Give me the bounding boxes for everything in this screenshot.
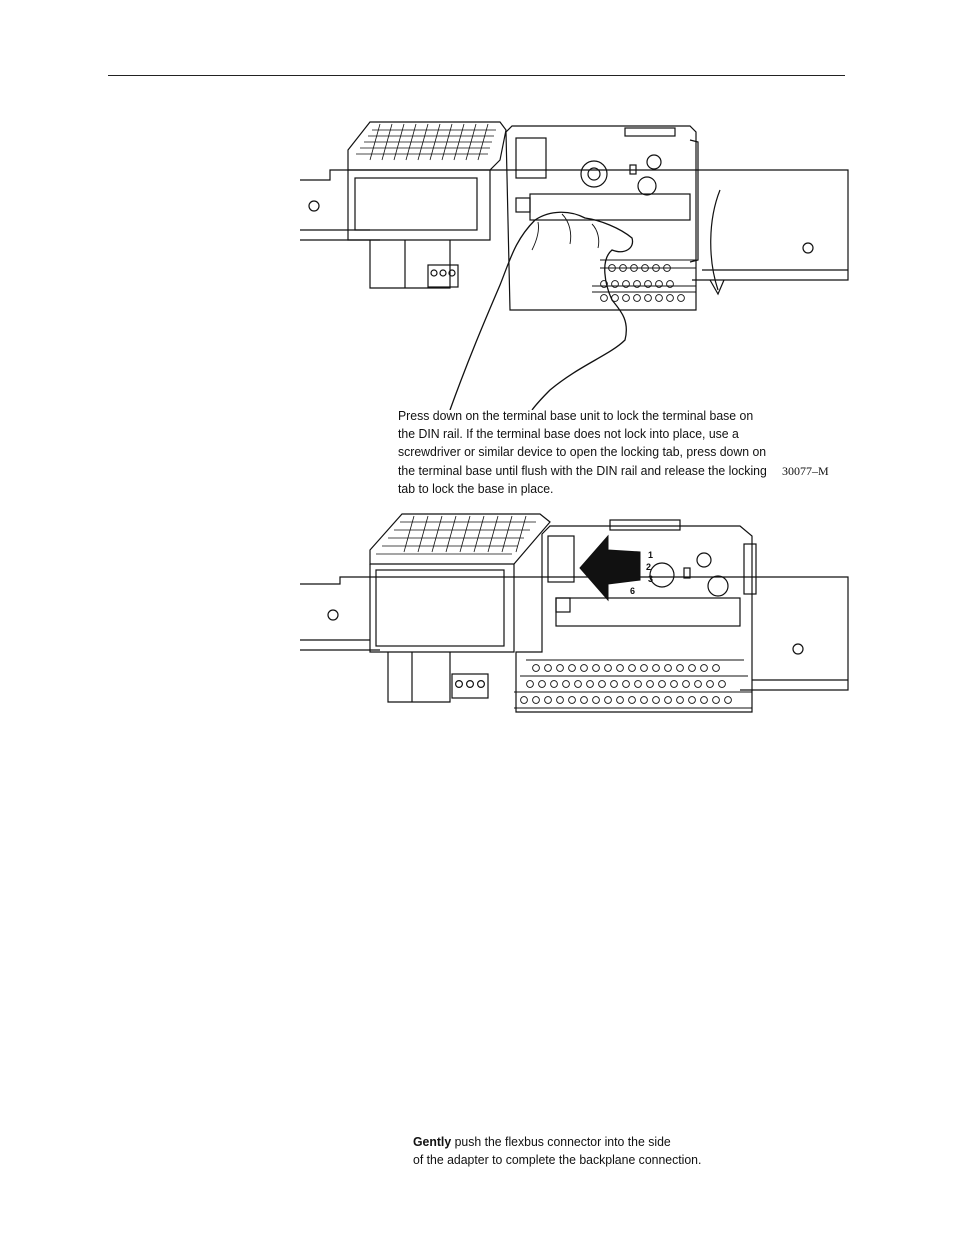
adapter-label-area (376, 570, 504, 646)
din-rail (300, 577, 848, 690)
hand-pressing (450, 212, 633, 410)
caption-line: the terminal base until flush with the DIN rail and release the locking (398, 462, 767, 478)
adapter-top (370, 514, 550, 564)
caption-press-down (398, 407, 767, 498)
press-arrow (711, 190, 720, 290)
keyswitch-dial (581, 161, 607, 187)
dial-label: 1 (648, 550, 654, 560)
flexbus-illustration (300, 512, 860, 732)
flexbus-connector (516, 138, 546, 178)
caption-line (413, 1133, 720, 1151)
flexbus-connector (548, 536, 574, 582)
caption-line: screwdriver or similar device to open the locking tab, press down on (398, 444, 767, 460)
header-rule (108, 75, 845, 76)
dial-label: 3 (648, 574, 654, 584)
caption-line: Press down on the terminal base unit to lock the terminal base on (398, 408, 754, 423)
caption-line: tab to lock the base in place. (398, 480, 554, 496)
figure-flexbus-connect (300, 512, 860, 1168)
rail-hole-right (793, 644, 803, 654)
rail-hole-right (803, 243, 813, 253)
terminal-base-illustration (300, 110, 860, 410)
caption-line: of the adapter to complete the backplane connection. (413, 1152, 702, 1168)
keyswitch-dial (650, 563, 674, 587)
caption-line: the DIN rail. If the terminal base does not lock into place, use a (398, 426, 739, 442)
caption-flexbus (413, 1133, 720, 1169)
figure-press-down (300, 110, 860, 500)
din-rail (300, 170, 848, 280)
caption-text: push the flexbus connector into the side (451, 1134, 671, 1149)
caption-emphasis: Gently (413, 1134, 452, 1149)
rail-hole-left (328, 610, 338, 620)
dial-label: 6 (630, 586, 636, 596)
dial-label: 2 (646, 562, 652, 572)
power-connector (452, 674, 488, 698)
rail-hole-left (309, 201, 319, 211)
adapter-label-area (355, 178, 477, 230)
figure-id: 30077–M (782, 464, 829, 478)
